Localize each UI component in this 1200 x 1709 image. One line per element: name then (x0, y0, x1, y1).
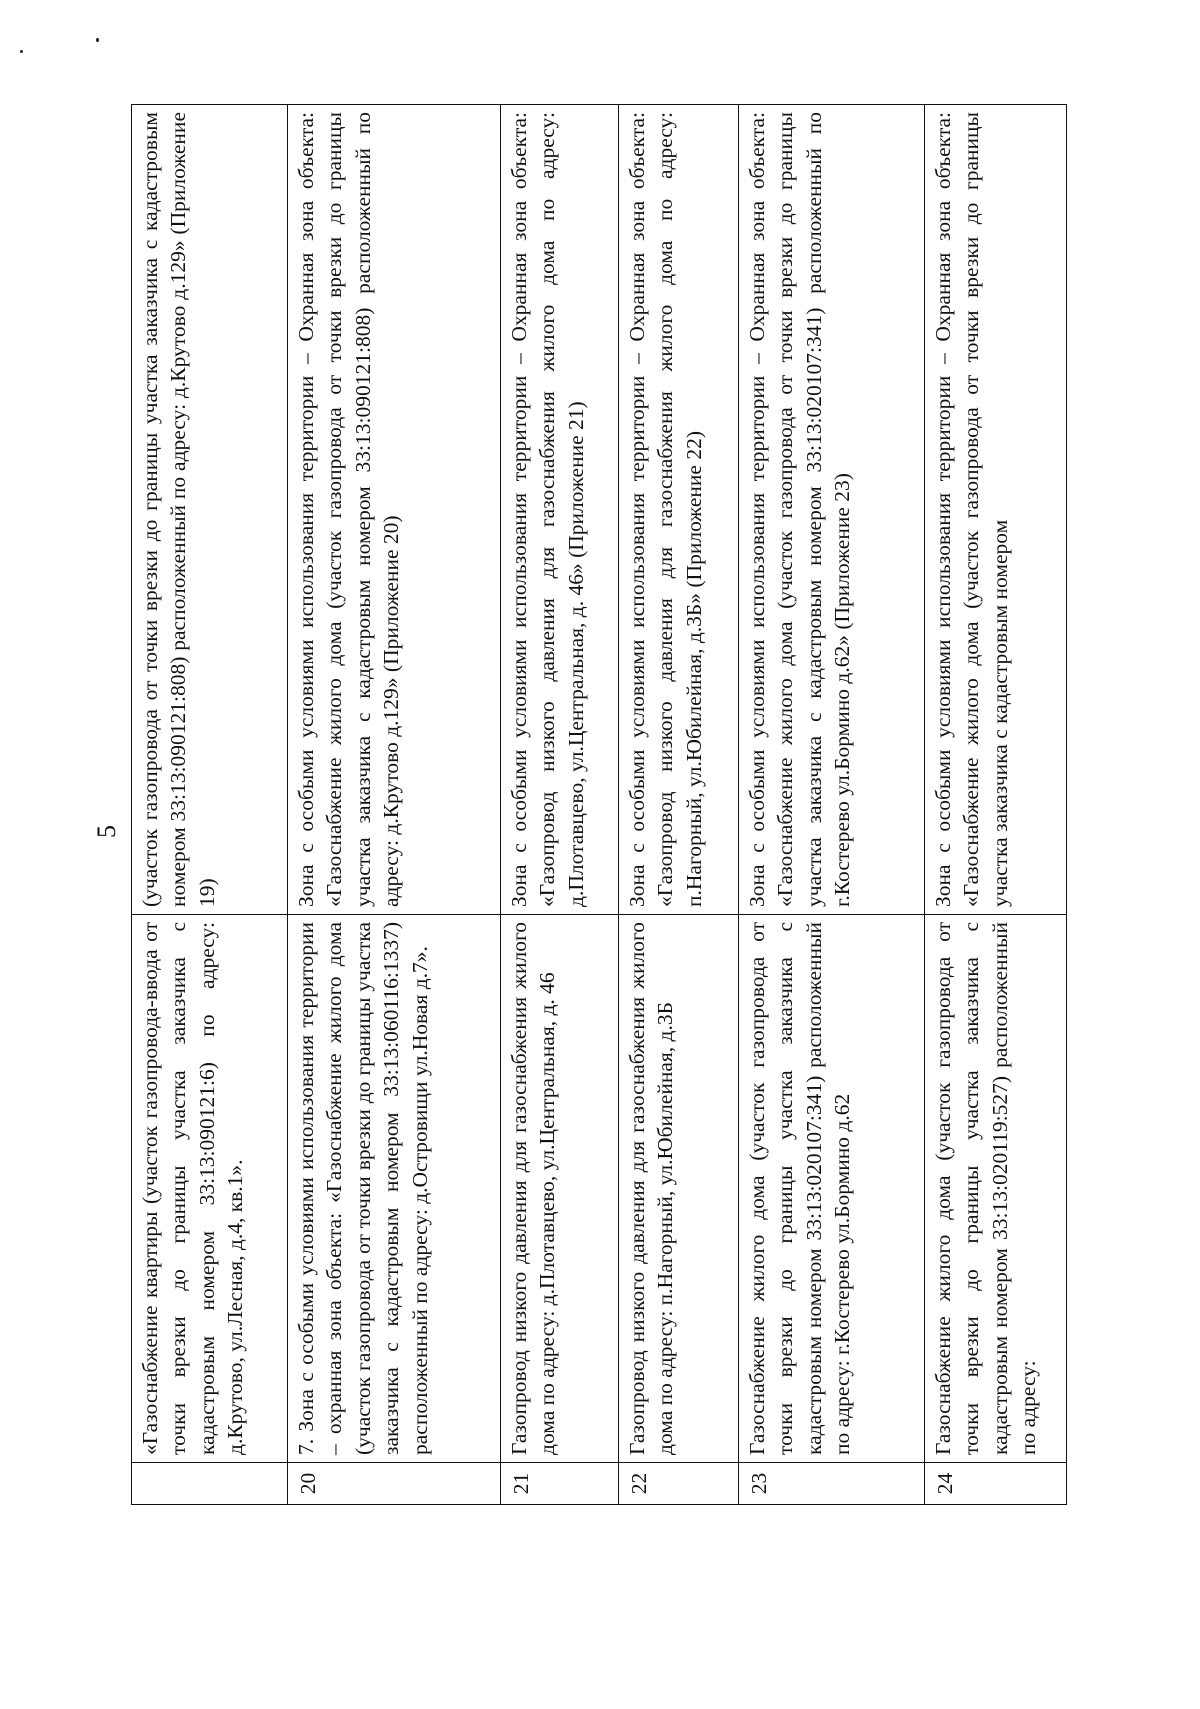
row-number-cell: 22 (619, 1463, 739, 1505)
object-description-cell: Газоснабжение жилого дома (участок газопровода от точки врезки до границы участка заказчика с кадастровым номером 33:13:020107:341) расположенный по адресу: г.Костерево ул.Бормино д.62 (739, 915, 925, 1463)
table-row-24 (925, 105, 1067, 1505)
table-row-22 (619, 105, 739, 1505)
object-description-cell: Газопровод низкого давления для газоснабжения жилого дома по адресу: п.Нагорный, ул.Юбилейная, д.3Б (619, 915, 739, 1463)
scan-speck-1 (20, 50, 23, 53)
row-number-cell: 21 (501, 1463, 619, 1505)
object-description-cell: Газоснабжение жилого дома (участок газопровода от точки врезки до границы участка заказчика с кадастровым номером 33:13:020119:527) расположенный по адресу: (925, 915, 1067, 1463)
row-number-cell: 24 (925, 1463, 1067, 1505)
object-description-cell: Газопровод низкого давления для газоснабжения жилого дома по адресу: д.Плотавцево, ул.Центральная, д. 46 (501, 915, 619, 1463)
table-row-21 (501, 105, 619, 1505)
page-number: 5 (92, 825, 121, 838)
zone-description-cell: (участок газопровода от точки врезки до границы участка заказчика с кадастровым номером 33:13:090121:808) расположенный по адресу: д.Крутово д.129» (Приложение 19) (132, 105, 288, 915)
zones-table (131, 104, 1067, 1505)
zone-description-cell: Зона с особыми условиями использования территории – Охранная зона объекта: «Газоснабжение жилого дома (участок газопровода от точки врезки до границы участка заказчика с кадастровым номером (925, 105, 1067, 915)
row-number-cell: 20 (288, 1463, 501, 1505)
row-number-cell: 23 (739, 1463, 925, 1505)
object-description-cell: 7. Зона с особыми условиями использования территории – охранная зона объекта: «Газоснабжение жилого дома (участок газопровода от точки врезки до границы участка заказчика с кадастровым номером 33:13:060116:1337) расположенный по адресу: д.Островищи ул.Новая д.7». (288, 915, 501, 1463)
object-description-cell: «Газоснабжение квартиры (участок газопровода-ввода от точки врезки до границы участка заказчика с кадастровым номером 33:13:090121:6) по адресу: д.Крутово, ул.Лесная, д.4, кв.1». (132, 915, 288, 1463)
zone-description-cell: Зона с особыми условиями использования территории – Охранная зона объекта: «Газопровод низкого давления для газоснабжения жилого дома по адресу: п.Нагорный, ул.Юбилейная, д.3Б» (Приложение 22) (619, 105, 739, 915)
zone-description-cell: Зона с особыми условиями использования территории – Охранная зона объекта: «Газоснабжение жилого дома (участок газопровода от точки врезки до границы участка заказчика с кадастровым номером 33:13:090121:808) расположенный по адресу: д.Крутово д.129» (Приложение 20) (288, 105, 501, 915)
row-number-cell (132, 1463, 288, 1505)
table-row-20 (288, 105, 501, 1505)
zone-description-cell: Зона с особыми условиями использования территории – Охранная зона объекта: «Газоснабжение жилого дома (участок газопровода от точки врезки до границы участка заказчика с кадастровым номером 33:13:020107:341) расположенный по г.Костерево ул.Бормино д.62» (Приложение 23) (739, 105, 925, 915)
table-row-23 (739, 105, 925, 1505)
zone-description-cell: Зона с особыми условиями использования территории – Охранная зона объекта: «Газопровод низкого давления для газоснабжения жилого дома по адресу: д.Плотавцево, ул.Центральная, д. 46» (Приложение 21) (501, 105, 619, 915)
scan-speck-2 (96, 38, 99, 42)
rotated-table-wrapper (131, 105, 1066, 1505)
table-row-continued (132, 105, 288, 1505)
